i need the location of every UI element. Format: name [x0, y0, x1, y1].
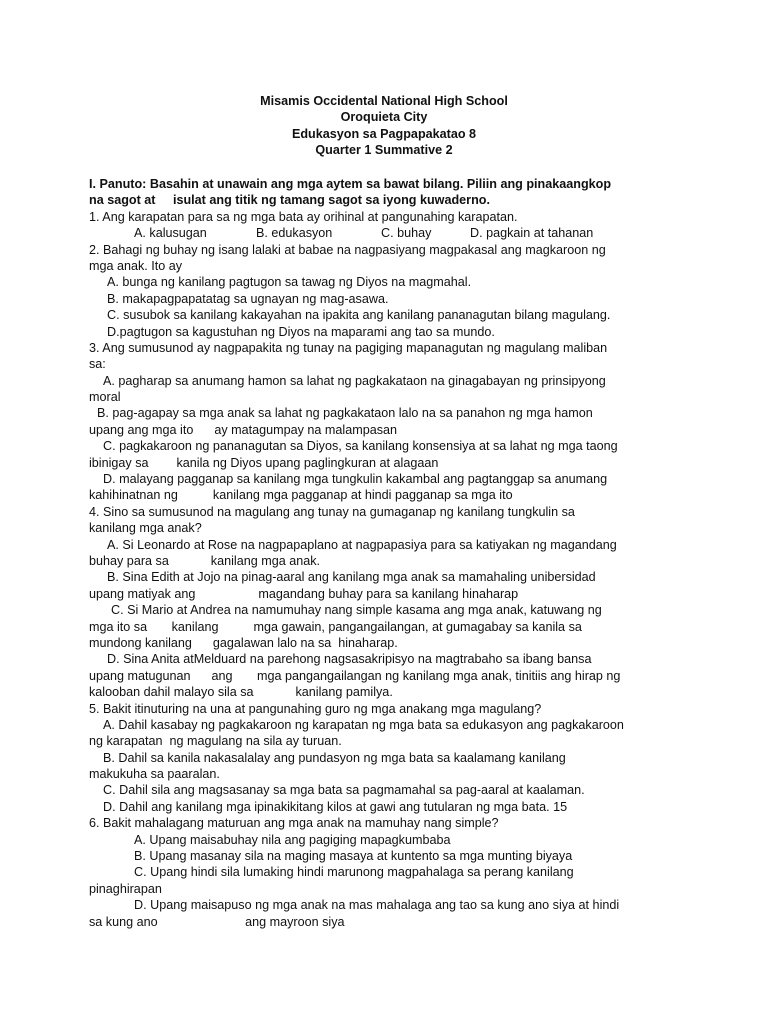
choice-b-line-1: B. pag-agapay sa mga anak sa lahat ng pagkakataon lalo na sa panahon ng mga hamon [97, 406, 593, 421]
quarter-title: Quarter 1 Summative 2 [315, 143, 453, 158]
choice-c: C. susubok sa kanilang kakayahan na ipakita ang kanilang pananagutan bilang magulang. [107, 308, 611, 323]
question-4 [89, 504, 689, 701]
choice-c-line-1: C. pagkakaroon ng pananagutan sa Diyos, sa kanilang konsensiya at sa lahat ng mga taong [103, 439, 618, 454]
city-name: Oroquieta City [340, 110, 428, 125]
choice-a-line-2: buhay para sa kanilang mga anak. [89, 553, 321, 568]
choice-a-line-2: ng karapatan ng magulang na sila ay turuan. [89, 734, 342, 749]
instructions-line-1: I. Panuto: Basahin at unawain ang mga aytem sa bawat bilang. Piliin ang pinakaangkop [89, 177, 612, 191]
question-1 [89, 209, 689, 242]
choice-b-line-2: upang matiyak ang magandang buhay para sa kanilang hinaharap [89, 586, 519, 601]
question-1-choices [89, 225, 689, 241]
instructions [89, 176, 689, 209]
question-6 [89, 815, 689, 930]
choice-d-line-1: D. Upang maisapuso ng mga anak na mas mahalaga ang tao sa kung ano siya at hindi [134, 898, 620, 913]
choice-b: B. Upang masanay sila na maging masaya at kuntento sa mga munting biyaya [134, 849, 573, 864]
choice-b-line-2: makukuha sa paaralan. [89, 767, 220, 782]
question-3 [89, 340, 689, 504]
question-1-stem: 1. Ang karapatan para sa ng mga bata ay orihinal at pangunahing karapatan. [89, 209, 518, 224]
choice-c: C. Dahil sila ang magsasanay sa mga bata sa pagmamahal sa pag-aaral at kaalaman. [103, 783, 585, 798]
choice-a: A. bunga ng kanilang pagtugon sa tawag ng Diyos na magmahal. [107, 275, 472, 290]
question-4-stem-line-1: 4. Sino sa sumusunod na magulang ang tunay na gumaganap ng kanilang tungkulin sa [89, 504, 575, 519]
choice-d-line-3: kalooban dahil malayo sila sa kanilang pamilya. [89, 685, 393, 700]
choice-b-line-2: upang ang mga ito ay matagumpay na malampasan [89, 422, 398, 437]
choice-a-line-1: A. Si Leonardo at Rose na nagpapaplano at nagpapasiya para sa katiyakan ng magandang [107, 537, 617, 552]
document-header [0, 93, 768, 159]
choice-d-line-2: kahihinatnan ng kanilang mga pagganap at hindi pagganap sa mga ito [89, 488, 513, 503]
question-2-stem-line-2: mga anak. Ito ay [89, 258, 183, 273]
choice-d-line-1: D. malayang pagganap sa kanilang mga tungkulin kakambal ang pagtanggap sa anumang [103, 472, 608, 487]
question-3-stem-line-2: sa: [89, 357, 106, 372]
choice-a-line-2: moral [89, 390, 121, 405]
school-name: Misamis Occidental National High School [260, 94, 508, 108]
test-content [89, 176, 689, 930]
choice-b-line-1: B. Dahil sa kanila nakasalalay ang pundasyon ng mga bata sa kaalamang kanilang [103, 750, 566, 765]
choice-d: D. pagkain at tahanan [470, 226, 594, 241]
choice-c-line-2: pinaghirapan [89, 881, 162, 896]
choice-c-line-3: mundong kanilang gagalawan lalo na sa hinaharap. [89, 635, 398, 650]
question-4-stem-line-2: kanilang mga anak? [89, 521, 202, 536]
choice-b-line-1: B. Sina Edith at Jojo na pinag-aaral ang kanilang mga anak sa mamahaling unibersidad [107, 570, 596, 585]
question-2 [89, 242, 689, 340]
choice-b: B. makapagpapatatag sa ugnayan ng mag-asawa. [107, 291, 389, 306]
instructions-line-2: na sagot at isulat ang titik ng tamang sagot sa iyong kuwaderno. [89, 193, 490, 208]
choice-d-line-2: upang matugunan ang mga pangangailangan ng kanilang mga anak, tinitiis ang hirap ng [89, 668, 621, 683]
choice-a: A. kalusugan [134, 226, 207, 241]
choice-c-line-1: C. Si Mario at Andrea na namumuhay nang simple kasama ang mga anak, katuwang ng [111, 603, 602, 618]
choice-c-line-2: mga ito sa kanilang mga gawain, pangangailangan, at gumagabay sa kanila sa [89, 619, 582, 634]
choice-a-line-1: A. Dahil kasabay ng pagkakaroon ng karapatan ng mga bata sa edukasyon ang pagkakaroon [103, 717, 624, 732]
choice-d: D. Dahil ang kanilang mga ipinakikitang kilos at gawi ang tutularan ng mga bata. 15 [103, 799, 568, 814]
question-5 [89, 701, 689, 816]
question-3-stem-line-1: 3. Ang sumusunod ay nagpapakita ng tunay na pagiging mapanagutan ng magulang maliban [89, 340, 608, 355]
choice-d: D.pagtugon sa kagustuhan ng Diyos na maparami ang tao sa mundo. [107, 324, 495, 339]
question-6-stem: 6. Bakit mahalagang maturuan ang mga anak na mamuhay nang simple? [89, 816, 499, 831]
choice-a-line-1: A. pagharap sa anumang hamon sa lahat ng pagkakataon na ginagabayan ng prinsipyong [103, 373, 606, 388]
choice-a: A. Upang maisabuhay nila ang pagiging mapagkumbaba [134, 832, 451, 847]
choice-b: B. edukasyon [256, 226, 333, 241]
choice-d-line-1: D. Sina Anita atMelduard na parehong nagsasakripisyo na magtrabaho sa ibang bansa [107, 652, 592, 667]
question-5-stem: 5. Bakit itinuturing na una at pangunahing guro ng mga anakang mga magulang? [89, 701, 542, 716]
choice-d-line-2: sa kung ano ang mayroon siya [89, 914, 345, 929]
choice-c: C. buhay [381, 226, 432, 241]
question-2-stem-line-1: 2. Bahagi ng buhay ng isang lalaki at babae na nagpasiyang magpakasal ang magkaroon ng [89, 242, 606, 257]
choice-c-line-1: C. Upang hindi sila lumaking hindi marunong magpahalaga sa perang kanilang [134, 865, 574, 880]
choice-c-line-2: ibinigay sa kanila ng Diyos upang paglingkuran at alagaan [89, 455, 439, 470]
subject-title: Edukasyon sa Pagpapakatao 8 [291, 126, 477, 141]
